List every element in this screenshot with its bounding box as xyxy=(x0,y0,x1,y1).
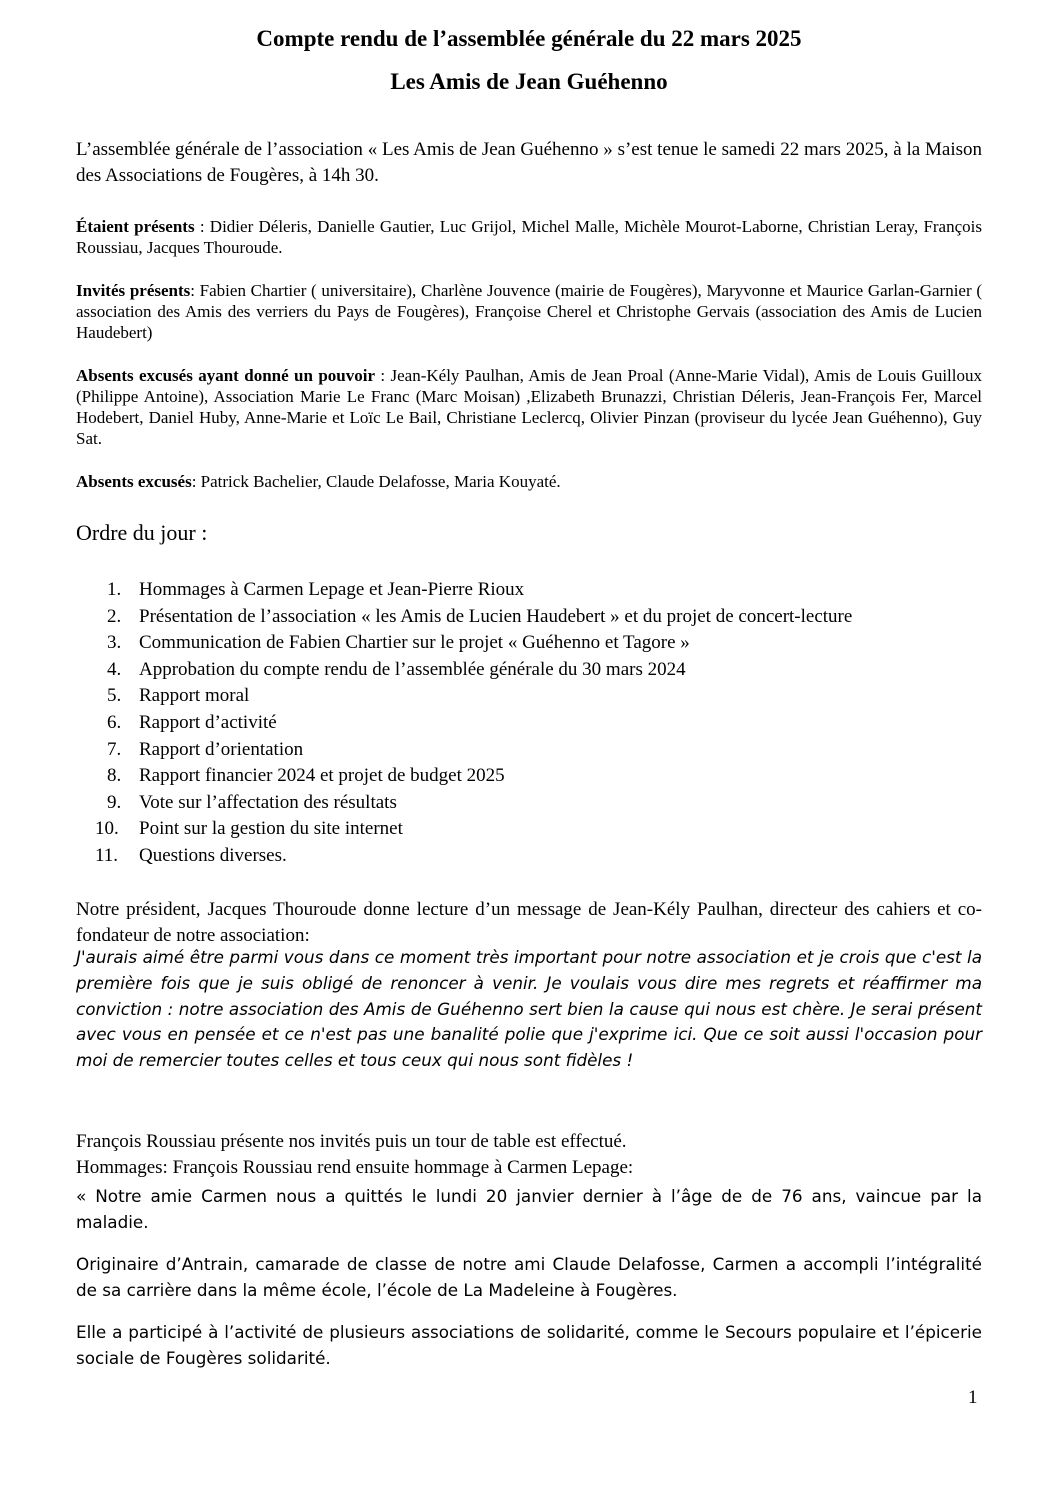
agenda-item-text: Rapport d’activité xyxy=(139,711,277,733)
agenda-item xyxy=(76,816,982,843)
carmen-paragraph-1: « Notre amie Carmen nous a quittés le lundi 20 janvier dernier à l’âge de de 76 ans, vaincue par la maladie. xyxy=(76,1186,982,1232)
invites-text: : Fabien Chartier ( universitaire), Charlène Jouvence (mairie de Fougères), Maryvonne et Maurice Garlan-Garnier ( association des Amis des verriers du Pays de Fougères), Françoise Cherel et Christophe Gervais (association des Amis de Lucien Haudebert) xyxy=(76,281,982,342)
agenda-item-number: 1. xyxy=(107,579,122,600)
agenda-list xyxy=(76,577,982,870)
agenda-item-number: 6. xyxy=(107,711,122,733)
president-intro-paragraph: Notre président, Jacques Thouroude donne lecture d’un message de Jean-Kély Paulhan, directeur des cahiers et co-fondateur de notre association: xyxy=(76,899,982,946)
agenda-item-text: Questions diverses. xyxy=(139,844,287,866)
agenda-item-number: 7. xyxy=(107,738,122,760)
agenda-item xyxy=(76,630,982,657)
agenda-item-number: 10. xyxy=(95,818,119,840)
agenda-item-text: Rapport d’orientation xyxy=(139,738,304,760)
excuses-text: : Patrick Bachelier, Claude Delafosse, Maria Kouyaté. xyxy=(191,472,561,491)
invites-paragraph xyxy=(76,280,982,343)
agenda-item-text: Vote sur l’affectation des résultats xyxy=(139,791,397,813)
carmen-paragraph-2: Originaire d’Antrain, camarade de classe de notre ami Claude Delafosse, Carmen a accompli l’intégralité de sa carrière dans la même école, l’école de La Madeleine à Fougères. xyxy=(76,1254,982,1300)
tour-de-table-line: François Roussiau présente nos invités puis un tour de table est effectué. xyxy=(76,1131,627,1152)
agenda-item-number: 8. xyxy=(107,765,122,787)
invites-label: Invités présents xyxy=(76,281,191,300)
agenda-item-number: 11. xyxy=(95,844,119,866)
agenda-item xyxy=(76,710,982,737)
paulhan-quote: J'aurais aimé être parmi vous dans ce moment très important pour notre association et je crois que c'est la première fois que je suis obligé de renoncer à venir. Je voulais vous dire mes regrets et réaffirmer ma conviction : notre association des Amis de Guéhenno sert bien la cause qui nous est chère. Je serai présent avec vous en pensée et ce n'est pas une banalité polie que j'exprime ici. Que ce soit aussi l'occasion pour moi de remercier toutes celles et tous ceux qui nous sont fidèles ! xyxy=(76,947,982,1071)
excuses-paragraph xyxy=(76,471,982,492)
agenda-item-text: Rapport moral xyxy=(139,685,250,707)
agenda-item-number: 9. xyxy=(107,791,122,813)
excuses-label: Absents excusés xyxy=(76,472,192,491)
pouvoir-text: : Jean-Kély Paulhan, Amis de Jean Proal (Anne-Marie Vidal), Amis de Louis Guilloux (Philippe Antoine), Association Marie Le Franc (Marc Moisan) ,Elizabeth Brunazzi, Christian Déleris, Jean-François Fer, Marcel Hodebert, Daniel Huby, Anne-Marie et Loïc Le Bail, Christiane Leclercq, Olivier Pinzan (proviseur du lycée Jean Guéhenno), Guy Sat. xyxy=(76,366,982,448)
agenda-item xyxy=(76,604,982,631)
agenda-item xyxy=(76,843,982,870)
agenda-heading: Ordre du jour : xyxy=(76,520,208,545)
presents-text: : Didier Déleris, Danielle Gautier, Luc Grijol, Michel Malle, Michèle Mourot-Laborne, Christian Leray, François Roussiau, Jacques Thouroude. xyxy=(76,217,982,257)
presents-label: Étaient présents xyxy=(76,217,195,236)
document-title: Compte rendu de l’assemblée générale du 22 mars 2025 xyxy=(256,26,802,51)
agenda-item-number: 3. xyxy=(107,632,122,654)
agenda-item xyxy=(76,763,982,790)
agenda-item-text: Présentation de l’association « les Amis de Lucien Haudebert » et du projet de concert-lecture xyxy=(139,605,853,627)
agenda-item-number: 5. xyxy=(107,685,122,707)
hommages-line: Hommages: François Roussiau rend ensuite hommage à Carmen Lepage: xyxy=(76,1157,634,1178)
agenda-item-number: 4. xyxy=(107,658,122,680)
agenda-item-text: Hommages à Carmen Lepage et Jean-Pierre Rioux xyxy=(139,579,525,600)
agenda-item xyxy=(76,577,982,604)
document-subtitle: Les Amis de Jean Guéhenno xyxy=(390,69,668,94)
carmen-paragraph-3: Elle a participé à l’activité de plusieurs associations de solidarité, comme le Secours populaire et l’épicerie sociale de Fougères solidarité. xyxy=(76,1322,982,1368)
agenda-item-text: Approbation du compte rendu de l’assemblée générale du 30 mars 2024 xyxy=(139,658,686,680)
agenda-item xyxy=(76,683,982,710)
agenda-item-text: Rapport financier 2024 et projet de budget 2025 xyxy=(139,765,505,787)
pouvoir-label: Absents excusés ayant donné un pouvoir xyxy=(76,366,376,385)
pouvoir-paragraph xyxy=(76,365,982,449)
agenda-item-number: 2. xyxy=(107,605,122,627)
page-number: 1 xyxy=(968,1387,978,1408)
agenda-item xyxy=(76,657,982,684)
agenda-item xyxy=(76,737,982,764)
intro-paragraph: L’assemblée générale de l’association « Les Amis de Jean Guéhenno » s’est tenue le samedi 22 mars 2025, à la Maison des Associations de Fougères, à 14h 30. xyxy=(76,139,982,186)
presents-paragraph xyxy=(76,216,982,258)
agenda-item xyxy=(76,790,982,817)
agenda-item-text: Communication de Fabien Chartier sur le projet « Guéhenno et Tagore » xyxy=(139,632,690,654)
agenda-item-text: Point sur la gestion du site internet xyxy=(139,818,403,840)
